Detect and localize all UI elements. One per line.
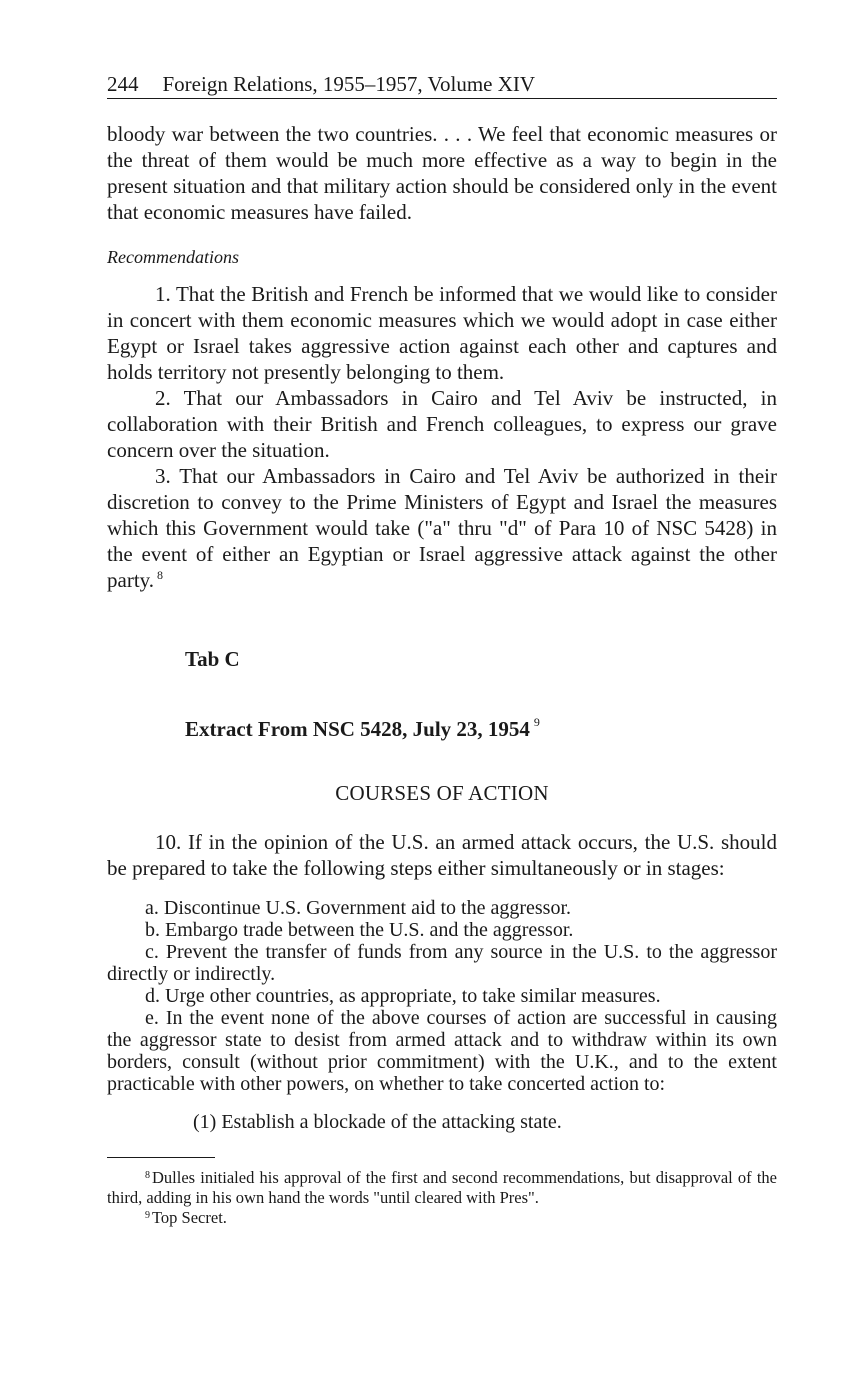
recommendations-heading: Recommendations [107, 247, 239, 267]
section-intro: 10. If in the opinion of the U.S. an armed attack occurs, the U.S. should be prepared to take the following steps either simultaneously or in stages: [107, 830, 777, 880]
page-number: 244 [107, 72, 139, 96]
document-page [107, 70, 777, 1228]
recommendation-item: 1. That the British and French be informed that we would like to consider in concert with them economic measures which we would adopt in case either Egypt or Israel takes aggressive action against each other and captures and holds territory not presently belonging to them. [107, 282, 777, 384]
running-head-title: Foreign Relations, 1955–1957, Volume XIV [162, 72, 536, 96]
footnote-ref-8: 8 [157, 568, 164, 582]
step-item: c. Prevent the transfer of funds from any source in the U.S. to the aggressor directly or indirectly. [107, 941, 777, 985]
recommendation-item: 2. That our Ambassadors in Cairo and Tel Aviv be instructed, in collaboration with their British and French colleagues, to express our grave concern over the situation. [107, 386, 777, 462]
tab-heading: Tab C [185, 647, 240, 671]
section-heading: COURSES OF ACTION [335, 781, 549, 805]
step-item: b. Embargo trade between the U.S. and the aggressor. [145, 919, 574, 941]
recommendation-item-text: 3. That our Ambassadors in Cairo and Tel Aviv be authorized in their discretion to convey to the Prime Ministers of Egypt and Israel the measures which this Government would take ("a" thru "d" of Para 10 of NSC 5428) in the event of either an Egyptian or Israel aggressive attack against the other party. [107, 464, 777, 592]
footnote-mark: 8 [145, 1170, 150, 1181]
footnote-text: Dulles initialed his approval of the first and second recommendations, but disapproval of the third, adding in his own hand the words "until cleared with Pres". [107, 1168, 777, 1207]
footnote-mark: 9 [145, 1210, 150, 1221]
running-head [107, 70, 777, 99]
footnote-9 [107, 1208, 777, 1228]
footnote-ref-9: 9 [533, 715, 540, 729]
steps-list [107, 897, 777, 1095]
extract-heading-text: Extract From NSC 5428, July 23, 1954 [185, 717, 530, 741]
footnote-8 [107, 1168, 777, 1208]
step-item: d. Urge other countries, as appropriate, to take similar measures. [145, 985, 661, 1007]
sub-step-item: (1) Establish a blockade of the attacking state. [193, 1111, 562, 1133]
footnote-divider [107, 1157, 215, 1158]
footnotes [107, 1168, 777, 1228]
recommendation-item [107, 463, 777, 593]
footnote-text: Top Secret. [152, 1208, 227, 1227]
step-item: a. Discontinue U.S. Government aid to the aggressor. [145, 897, 572, 919]
step-item: e. In the event none of the above courses of action are successful in causing the aggressor state to desist from armed attack and to withdraw within its own borders, consult (without prior commitment) with the U.K., and to the extent practicable with other powers, on whether to take concerted action to: [107, 1007, 777, 1095]
continued-paragraph: bloody war between the two countries. . . . We feel that economic measures or the threat of them would be much more effective as a way to begin in the present situation and that military action should be considered only in the event that economic measures have failed. [107, 122, 777, 224]
extract-heading [185, 715, 777, 743]
